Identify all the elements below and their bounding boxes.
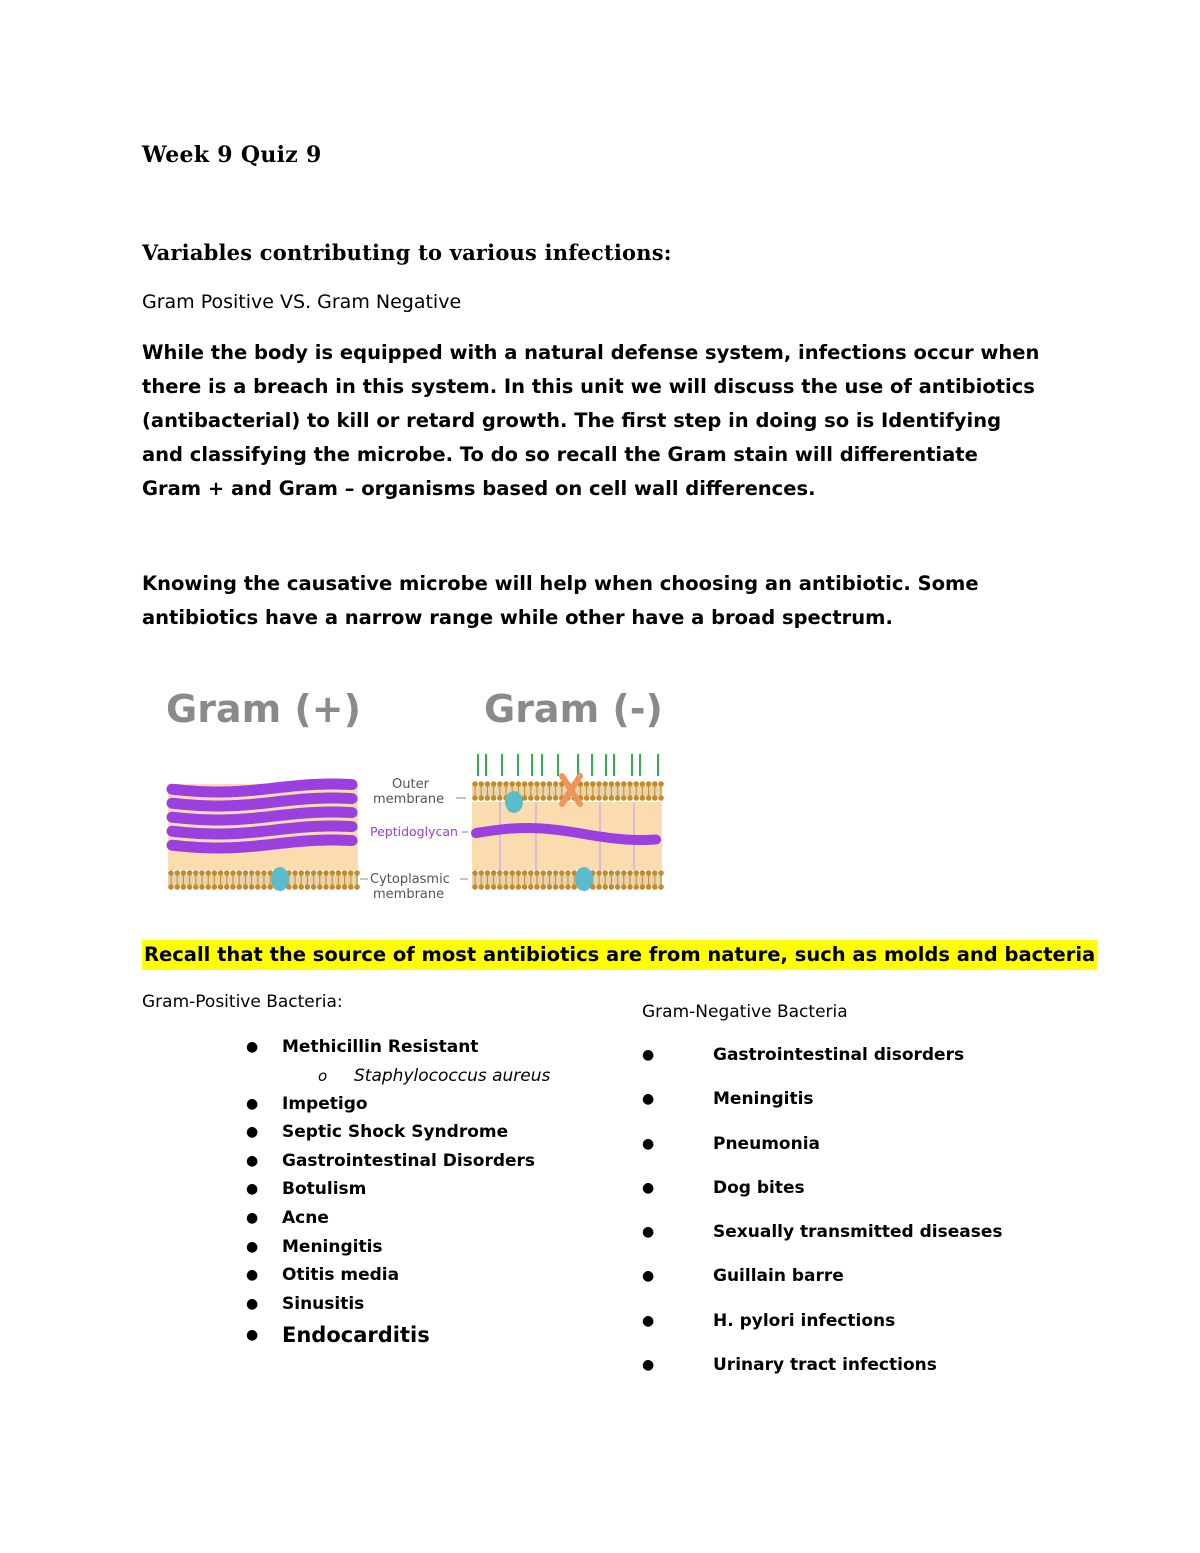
lipid-head xyxy=(168,884,174,890)
lipid-head xyxy=(609,884,615,890)
lipid-head xyxy=(633,870,639,876)
lipid-head xyxy=(553,884,559,890)
lipid-head xyxy=(478,781,484,787)
list-item: ● Septic Shock Syndrome xyxy=(244,1118,550,1147)
lipid-head xyxy=(609,870,615,876)
lipid-head xyxy=(615,781,621,787)
lipid-head xyxy=(305,870,311,876)
membrane-protein xyxy=(575,867,593,891)
lipid-head xyxy=(174,884,180,890)
lipid-head xyxy=(658,870,664,876)
lipid-head xyxy=(342,870,348,876)
list-item: ● Botulism xyxy=(244,1175,550,1204)
lipid-head xyxy=(596,884,602,890)
lipid-head xyxy=(646,884,652,890)
gram-cell-wall-diagram xyxy=(160,676,680,916)
list-item: ● Sexually transmitted diseases xyxy=(640,1217,1002,1261)
antibiotic-paragraph: Knowing the causative microbe will help when choosing an antibiotic. Some antibiotics have a narrow range while other have a broad spectrum. xyxy=(142,572,979,629)
list-item: ● Sinusitis xyxy=(244,1290,550,1319)
lipid-head xyxy=(621,795,627,801)
lipid-tails xyxy=(472,875,662,885)
list-item: ● Impetigo xyxy=(244,1090,550,1119)
lipid-head xyxy=(249,870,255,876)
lipid-head xyxy=(336,870,342,876)
lipid-head xyxy=(534,884,540,890)
bullet-icon: ● xyxy=(246,1295,259,1312)
lipid-head xyxy=(509,781,515,787)
lipid-head xyxy=(199,884,205,890)
lipid-head xyxy=(534,870,540,876)
lipid-head xyxy=(540,870,546,876)
list-item: ● Endocarditis xyxy=(244,1318,550,1352)
lipid-head xyxy=(633,781,639,787)
lipid-head xyxy=(602,870,608,876)
list-item: ● Gastrointestinal disorders xyxy=(640,1040,1002,1084)
lipid-head xyxy=(292,884,298,890)
outer-membrane-label-2: membrane xyxy=(373,792,445,807)
lipid-head xyxy=(336,884,342,890)
gram-negative-title: Gram-Negative Bacteria xyxy=(642,1002,848,1022)
lipid-head xyxy=(602,781,608,787)
lipid-head xyxy=(187,870,193,876)
lipid-head xyxy=(547,795,553,801)
bullet-icon: ● xyxy=(246,1152,259,1169)
lipid-head xyxy=(503,884,509,890)
lipid-head xyxy=(516,884,522,890)
lipid-head xyxy=(261,884,267,890)
lipid-head xyxy=(317,870,323,876)
lipid-head xyxy=(485,795,491,801)
lipid-head xyxy=(212,870,218,876)
lipid-head xyxy=(230,884,236,890)
lipid-head xyxy=(503,870,509,876)
bullet-icon: ● xyxy=(642,1179,655,1196)
lipid-head xyxy=(491,781,497,787)
intro-paragraph: While the body is equipped with a natural defense system, infections occur when there is a breach in this system. In this unit we will discuss the use of antibiotics (antibacterial) to kill or retard growth. The first step in doing so is Identifying and classifying the microbe. To do so recall the Gram stain will differentiate Gram + and Gram – organisms based on cell wall differences. xyxy=(142,341,1040,500)
list-item: ● Dog bites xyxy=(640,1173,1002,1217)
lipid-head xyxy=(534,781,540,787)
lipid-head xyxy=(243,870,249,876)
lipid-head xyxy=(640,870,646,876)
bullet-icon: ● xyxy=(246,1267,259,1284)
lipid-head xyxy=(621,884,627,890)
lipid-head xyxy=(640,795,646,801)
lipid-head xyxy=(311,884,317,890)
list-sub-item: o Staphylococcus aureus xyxy=(244,1062,550,1090)
lipid-head xyxy=(199,870,205,876)
lipid-head xyxy=(224,870,230,876)
lipid-head xyxy=(522,884,528,890)
gram-cell-wall-figure xyxy=(160,676,680,916)
lipid-head xyxy=(193,884,199,890)
lipid-head xyxy=(292,870,298,876)
bullet-icon: ● xyxy=(246,1095,259,1112)
outer-membrane-label-1: Outer xyxy=(392,777,429,792)
lipid-head xyxy=(497,795,503,801)
lipid-head xyxy=(509,870,515,876)
lipid-head xyxy=(497,870,503,876)
list-item: ● Meningitis xyxy=(244,1233,550,1262)
lipid-head xyxy=(584,795,590,801)
lipid-head xyxy=(565,884,571,890)
lipid-head xyxy=(590,795,596,801)
lipid-head xyxy=(652,884,658,890)
lipid-head xyxy=(602,884,608,890)
lipid-head xyxy=(329,870,335,876)
lipid-head xyxy=(627,781,633,787)
gram-positive-title: Gram-Positive Bacteria: xyxy=(142,992,343,1012)
membrane-protein xyxy=(505,791,523,813)
lipid-head xyxy=(205,870,211,876)
list-item: ● Otitis media xyxy=(244,1261,550,1290)
lipid-head xyxy=(323,884,329,890)
lipid-head xyxy=(528,884,534,890)
lipid-head xyxy=(298,870,304,876)
lipid-head xyxy=(491,870,497,876)
lipid-head xyxy=(249,884,255,890)
section-subheading: Gram Positive VS. Gram Negative xyxy=(142,291,462,313)
lipid-head xyxy=(317,884,323,890)
sub-bullet-icon: o xyxy=(318,1066,328,1085)
highlighted-note: Recall that the source of most antibiotics are from nature, such as molds and bacteria xyxy=(142,940,1097,970)
lipid-head xyxy=(528,870,534,876)
lipid-head xyxy=(503,781,509,787)
lipid-head xyxy=(658,795,664,801)
lipid-head xyxy=(540,884,546,890)
lipid-head xyxy=(559,884,565,890)
lipid-head xyxy=(255,870,261,876)
list-item: ● Pneumonia xyxy=(640,1129,1002,1173)
lipid-head xyxy=(540,795,546,801)
gram-negative-label: Gram (-) xyxy=(484,687,663,731)
lipid-head xyxy=(627,795,633,801)
lipid-head xyxy=(547,884,553,890)
lipid-head xyxy=(193,870,199,876)
lipid-head xyxy=(640,781,646,787)
lipid-head xyxy=(646,870,652,876)
gram-negative-list xyxy=(640,1040,1002,1394)
lipid-head xyxy=(236,870,242,876)
lipid-head xyxy=(354,870,360,876)
lipid-head xyxy=(243,884,249,890)
bullet-icon: ● xyxy=(642,1224,655,1241)
lipid-head xyxy=(472,884,478,890)
peptidoglycan-label: Peptidoglycan xyxy=(370,824,458,839)
lipid-head xyxy=(311,870,317,876)
lipid-head xyxy=(478,795,484,801)
lipid-head xyxy=(230,870,236,876)
list-item: ● Guillain barre xyxy=(640,1261,1002,1305)
gram-positive-list xyxy=(244,1033,550,1352)
lipid-head xyxy=(342,884,348,890)
lipid-head xyxy=(652,870,658,876)
lipid-head xyxy=(553,781,559,787)
lipid-head xyxy=(571,884,577,890)
bullet-icon: ● xyxy=(642,1268,655,1285)
lipid-head xyxy=(181,884,187,890)
lipid-head xyxy=(485,870,491,876)
lipid-head xyxy=(528,781,534,787)
list-item: ● Gastrointestinal Disorders xyxy=(244,1147,550,1176)
lipid-head xyxy=(516,870,522,876)
lipid-head xyxy=(348,884,354,890)
lipid-head xyxy=(615,884,621,890)
cytoplasmic-membrane-label-1: Cytoplasmic xyxy=(370,872,450,887)
lipid-head xyxy=(646,795,652,801)
lipid-head xyxy=(497,884,503,890)
lipid-head xyxy=(516,781,522,787)
lipid-head xyxy=(540,781,546,787)
lipid-head xyxy=(472,781,478,787)
lipid-head xyxy=(348,870,354,876)
lipid-head xyxy=(472,870,478,876)
bullet-icon: ● xyxy=(246,1209,259,1226)
lipid-head xyxy=(652,781,658,787)
lipid-head xyxy=(615,870,621,876)
lipid-head xyxy=(658,884,664,890)
lipid-head xyxy=(485,781,491,787)
list-item: ● Meningitis xyxy=(640,1084,1002,1128)
lipid-head xyxy=(646,781,652,787)
page-title: Week 9 Quiz 9 xyxy=(142,142,322,168)
lipid-head xyxy=(478,884,484,890)
lipid-head xyxy=(547,781,553,787)
lipid-head xyxy=(267,884,273,890)
lipid-head xyxy=(478,870,484,876)
lipid-head xyxy=(609,795,615,801)
gram-positive-label: Gram (+) xyxy=(166,687,361,731)
gram-negative-wall xyxy=(472,754,664,891)
bullet-icon: ● xyxy=(642,1091,655,1108)
lipid-head xyxy=(596,781,602,787)
lipid-head xyxy=(255,884,261,890)
gram-positive-wall xyxy=(168,784,360,891)
lipid-head xyxy=(553,795,559,801)
lipid-head xyxy=(497,781,503,787)
membrane-protein xyxy=(271,867,289,891)
bullet-icon: ● xyxy=(246,1181,259,1198)
lipid-head xyxy=(298,884,304,890)
bullet-icon: ● xyxy=(246,1039,259,1055)
lipid-head xyxy=(615,795,621,801)
lipid-head xyxy=(329,884,335,890)
lipid-head xyxy=(187,884,193,890)
lipid-head xyxy=(609,781,615,787)
bullet-icon: ● xyxy=(642,1312,655,1329)
lipid-head xyxy=(633,795,639,801)
lipid-head xyxy=(590,781,596,787)
lipid-head xyxy=(602,795,608,801)
list-item: ● H. pylori infections xyxy=(640,1306,1002,1350)
lipid-head xyxy=(553,870,559,876)
lipid-head xyxy=(354,884,360,890)
lipid-head xyxy=(627,870,633,876)
lipid-head xyxy=(584,781,590,787)
lipid-head xyxy=(559,870,565,876)
list-item: ● Urinary tract infections xyxy=(640,1350,1002,1394)
bullet-icon: ● xyxy=(642,1135,655,1152)
lipid-head xyxy=(205,884,211,890)
lipid-head xyxy=(621,870,627,876)
lipid-head xyxy=(174,870,180,876)
lipid-head xyxy=(522,870,528,876)
cytoplasmic-membrane-label-2: membrane xyxy=(373,887,445,902)
bullet-icon: ● xyxy=(246,1124,259,1141)
lipid-head xyxy=(218,870,224,876)
lipid-head xyxy=(528,795,534,801)
lipid-head xyxy=(218,884,224,890)
lipid-head xyxy=(224,884,230,890)
bullet-icon: ● xyxy=(642,1357,655,1374)
lipid-head xyxy=(640,884,646,890)
lipid-head xyxy=(596,795,602,801)
list-item: ● Methicillin Resistant xyxy=(244,1033,550,1062)
lipid-head xyxy=(621,781,627,787)
lipid-head xyxy=(472,795,478,801)
lipid-head xyxy=(236,884,242,890)
lipid-tails xyxy=(168,875,358,885)
bullet-icon: ● xyxy=(246,1327,259,1344)
lipid-head xyxy=(305,884,311,890)
lipid-head xyxy=(509,884,515,890)
lipid-head xyxy=(181,870,187,876)
lipid-head xyxy=(627,884,633,890)
section-heading: Variables contributing to various infections: xyxy=(142,240,672,265)
lipid-head xyxy=(547,870,553,876)
bullet-icon: ● xyxy=(642,1047,655,1063)
lipid-head xyxy=(522,781,528,787)
bullet-icon: ● xyxy=(246,1238,259,1255)
list-item: ● Acne xyxy=(244,1204,550,1233)
lipid-head xyxy=(652,795,658,801)
lipid-head xyxy=(534,795,540,801)
lipid-head xyxy=(323,870,329,876)
lipid-head xyxy=(261,870,267,876)
lipid-head xyxy=(485,884,491,890)
lipid-head xyxy=(596,870,602,876)
lipid-head xyxy=(212,884,218,890)
lipid-head xyxy=(491,884,497,890)
lipid-head xyxy=(633,884,639,890)
lipid-head xyxy=(658,781,664,787)
lipid-head xyxy=(491,795,497,801)
lipid-head xyxy=(168,870,174,876)
lipid-head xyxy=(565,870,571,876)
